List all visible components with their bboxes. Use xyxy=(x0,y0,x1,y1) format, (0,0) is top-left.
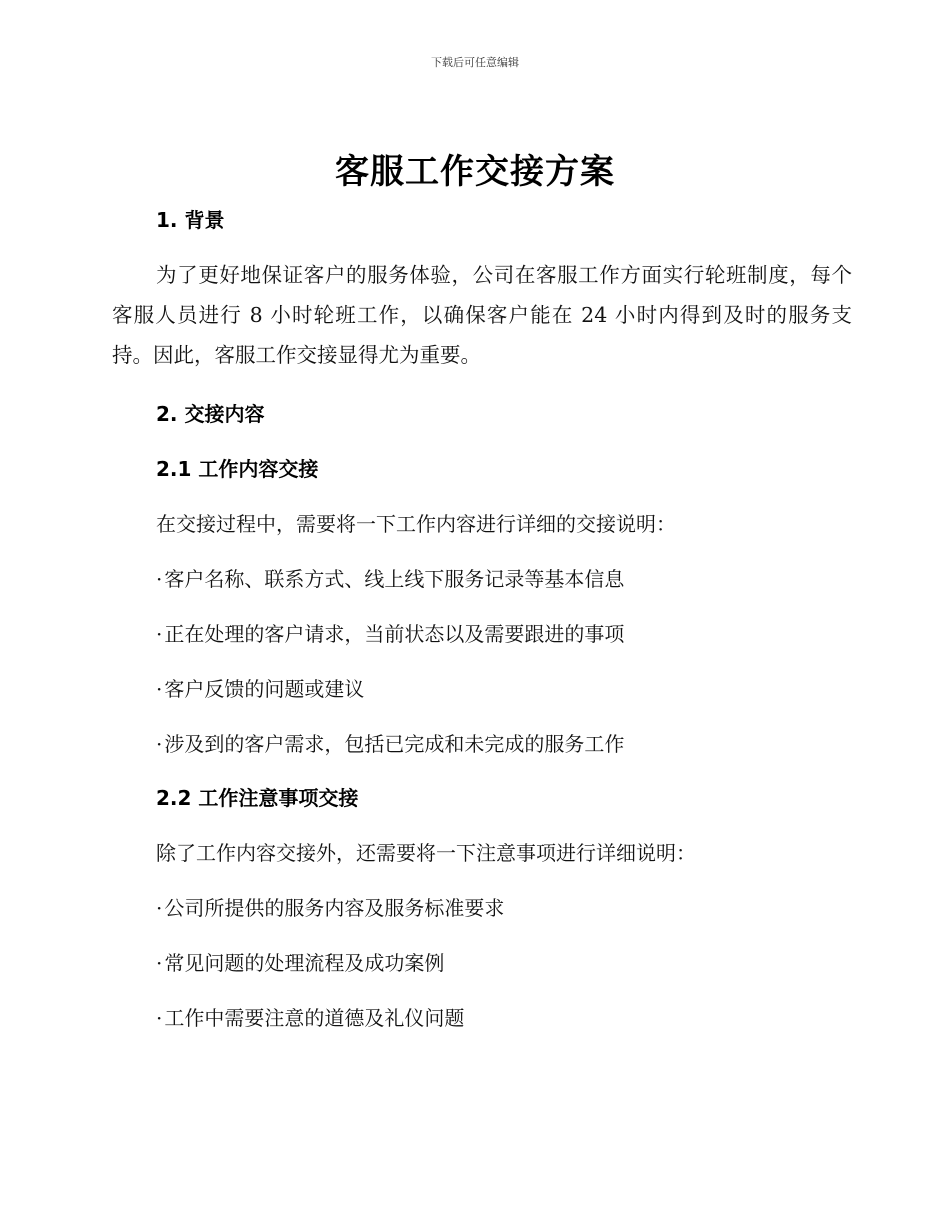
list-item xyxy=(156,619,624,649)
list-item xyxy=(156,729,624,759)
bullet-dot-icon: · xyxy=(156,677,163,701)
list-item-text: 常见问题的处理流程及成功案例 xyxy=(164,951,445,975)
section-heading-precautions: 2.2 工作注意事项交接 xyxy=(156,786,359,810)
list-item xyxy=(156,893,504,923)
section-heading-background: 1. 背景 xyxy=(156,208,225,232)
list-item xyxy=(156,1003,464,1033)
list-item-text: 客户名称、联系方式、线上线下服务记录等基本信息 xyxy=(164,567,625,591)
bullet-dot-icon: · xyxy=(156,622,163,646)
background-paragraph: 为了更好地保证客户的服务体验，公司在客服工作方面实行轮班制度，每个客服人员进行 8 小时轮班工作，以确保客户能在 24 小时内得到及时的服务支持。因此，客服工作交接显得尤为重要。 xyxy=(112,263,852,367)
bullet-dot-icon: · xyxy=(156,951,163,975)
list-item-text: 正在处理的客户请求，当前状态以及需要跟进的事项 xyxy=(164,622,625,646)
section-heading-work-content: 2.1 工作内容交接 xyxy=(156,457,319,481)
section-heading-handover-content: 2. 交接内容 xyxy=(156,402,265,426)
precautions-intro: 除了工作内容交接外，还需要将一下注意事项进行详细说明： xyxy=(156,841,696,865)
bullet-dot-icon: · xyxy=(156,567,163,591)
work-content-intro: 在交接过程中，需要将一下工作内容进行详细的交接说明： xyxy=(156,512,676,536)
list-item-text: 工作中需要注意的道德及礼仪问题 xyxy=(164,1006,465,1030)
list-item-text: 客户反馈的问题或建议 xyxy=(164,677,365,701)
page-header-note: 下载后可任意编辑 xyxy=(431,56,519,69)
list-item xyxy=(156,674,364,704)
bullet-dot-icon: · xyxy=(156,732,163,756)
bullet-dot-icon: · xyxy=(156,1006,163,1030)
list-item xyxy=(156,564,624,594)
list-item xyxy=(156,948,444,978)
document-title: 客服工作交接方案 xyxy=(335,152,615,192)
bullet-dot-icon: · xyxy=(156,896,163,920)
list-item-text: 公司所提供的服务内容及服务标准要求 xyxy=(164,896,505,920)
list-item-text: 涉及到的客户需求，包括已完成和未完成的服务工作 xyxy=(164,732,625,756)
